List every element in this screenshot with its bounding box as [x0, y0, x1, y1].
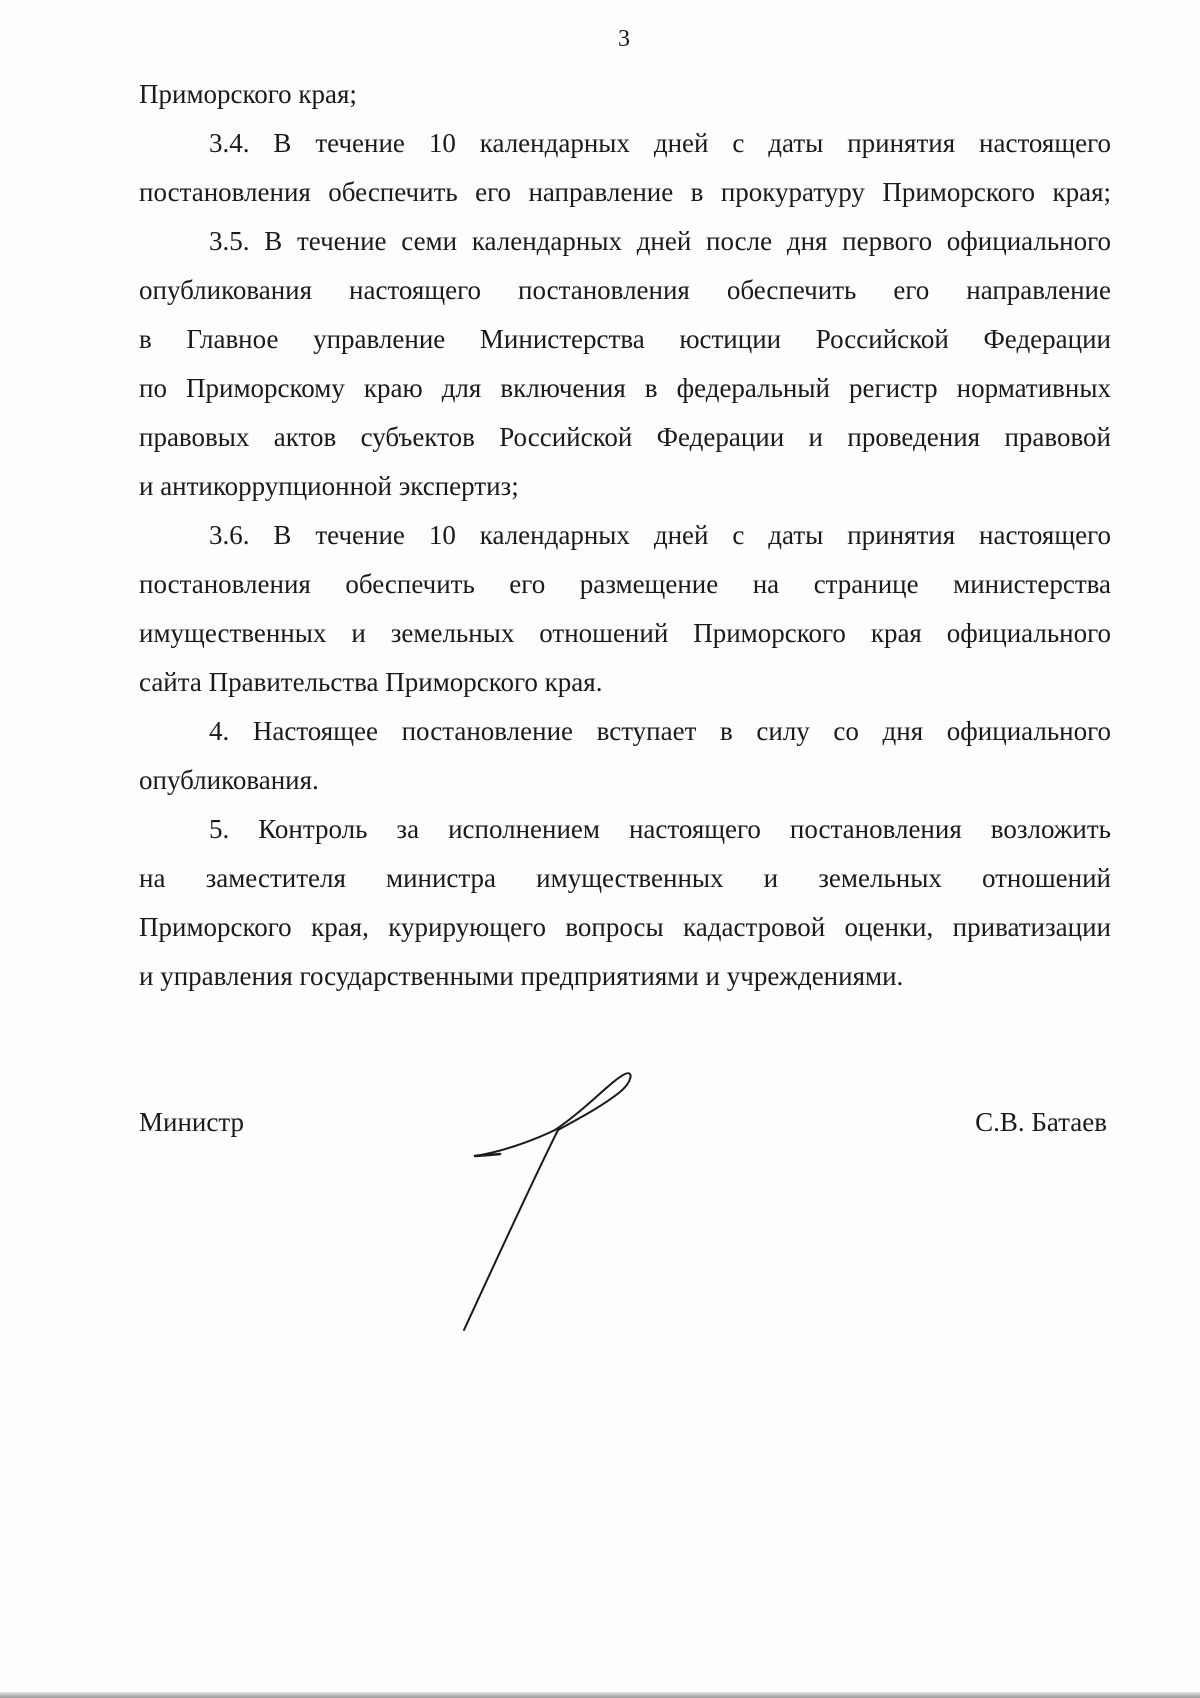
text-line: 3.6. В течение 10 календарных дней с даты принятия настоящего	[209, 520, 1111, 550]
text-line: опубликования.	[139, 765, 319, 795]
text-line: постановления обеспечить его размещение на странице министерства	[139, 569, 1111, 599]
text-line: опубликования настоящего постановления обеспечить его направление	[139, 275, 1111, 305]
text-line: Приморского края, курирующего вопросы кадастровой оценки, приватизации	[139, 912, 1111, 942]
page-number: 3	[618, 26, 630, 52]
text-line: сайта Правительства Приморского края.	[139, 667, 603, 697]
text-line: в Главное управление Министерства юстиции Российской Федерации	[139, 324, 1111, 354]
text-line: 3.5. В течение семи календарных дней после дня первого официального	[209, 226, 1111, 256]
text-line: и управления государственными предприятиями и учреждениями.	[139, 961, 904, 991]
text-line: и антикоррупционной экспертиз;	[139, 471, 519, 501]
text-line: 5. Контроль за исполнением настоящего постановления возложить	[209, 814, 1111, 844]
handwritten-signature	[460, 1060, 660, 1340]
text-line: Приморского края;	[139, 79, 357, 109]
scan-bottom-edge	[0, 1692, 1200, 1698]
text-line: по Приморскому краю для включения в федеральный регистр нормативных	[139, 373, 1111, 403]
text-line: имущественных и земельных отношений Приморского края официального	[139, 618, 1111, 648]
text-line: 4. Настоящее постановление вступает в силу со дня официального	[209, 716, 1111, 746]
paragraph-5	[139, 805, 1111, 1001]
text-line: на заместителя министра имущественных и земельных отношений	[139, 863, 1111, 893]
paragraph-3-5	[139, 217, 1111, 511]
text-line: правовых актов субъектов Российской Федерации и проведения правовой	[139, 422, 1111, 452]
signatory-title: Министр	[139, 1107, 244, 1137]
document-body	[139, 70, 1111, 1001]
text-line: 3.4. В течение 10 календарных дней с даты принятия настоящего	[209, 128, 1111, 158]
paragraph-4	[139, 707, 1111, 805]
paragraph-3-4	[139, 119, 1111, 217]
signatory-name: С.В. Батаев	[975, 1107, 1107, 1137]
paragraph-3-6	[139, 511, 1111, 707]
text-line: постановления обеспечить его направление в прокуратуру Приморского края;	[139, 177, 1111, 207]
